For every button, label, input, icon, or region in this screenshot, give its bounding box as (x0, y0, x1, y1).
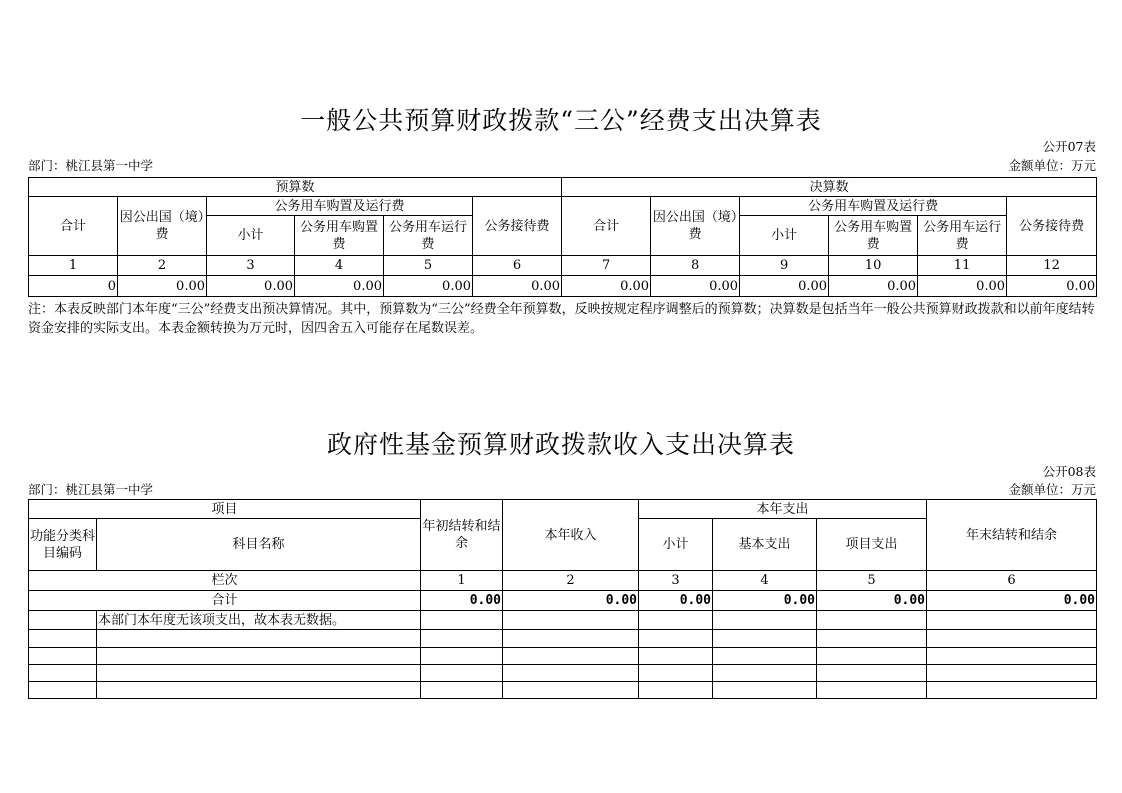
header-total: 合计 (29, 197, 118, 256)
header-vehicle: 公务用车购置及运行费 (207, 197, 473, 216)
total-value: 0.00 (421, 591, 503, 611)
government-fund-table (28, 499, 1097, 699)
value-cell: 0.00 (829, 276, 918, 297)
column-number: 7 (562, 256, 651, 276)
total-value: 0.00 (639, 591, 713, 611)
value-cell: 0.00 (295, 276, 384, 297)
value-cell: 0.00 (473, 276, 562, 297)
header-purchase: 公务用车购置费 (829, 216, 918, 256)
column-number: 3 (207, 256, 295, 276)
header-begin-balance: 年初结转和结余 (421, 500, 503, 571)
empty-data-note: 本部门本年度无该项支出，故本表无数据。 (97, 611, 421, 630)
value-cell: 0.00 (1007, 276, 1097, 297)
table-row (29, 611, 1097, 630)
table-row (29, 682, 1097, 699)
value-cell: 0.00 (118, 276, 207, 297)
value-cell: 0.00 (562, 276, 651, 297)
column-number: 8 (651, 256, 740, 276)
value-cell: 0 (29, 276, 118, 297)
column-number: 5 (817, 571, 927, 591)
table1-title: 一般公共预算财政拨款“三公”经费支出决算表 (300, 106, 822, 135)
column-number: 3 (639, 571, 713, 591)
value-cell: 0.00 (384, 276, 473, 297)
three-public-expense-table (28, 177, 1097, 297)
table2-code: 公开08表 (1042, 464, 1096, 479)
header-operation: 公务用车运行费 (384, 216, 473, 256)
header-end-balance: 年末结转和结余 (927, 500, 1097, 571)
table-row (29, 665, 1097, 682)
header-abroad: 因公出国（境）费 (651, 197, 740, 256)
header-expense: 本年支出 (639, 500, 927, 519)
header-function-code: 功能分类科目编码 (29, 519, 97, 571)
row-index-label: 栏次 (29, 571, 421, 591)
column-number: 4 (713, 571, 817, 591)
table2-unit: 金额单位：万元 (1008, 482, 1096, 497)
header-subtotal: 小计 (740, 216, 829, 256)
header-operation: 公务用车运行费 (918, 216, 1007, 256)
column-number: 9 (740, 256, 829, 276)
value-cell: 0.00 (740, 276, 829, 297)
header-total: 合计 (562, 197, 651, 256)
header-project-expense: 项目支出 (817, 519, 927, 571)
table1-code: 公开07表 (1042, 139, 1096, 154)
value-cell: 0.00 (651, 276, 740, 297)
header-abroad: 因公出国（境）费 (118, 197, 207, 256)
column-number: 5 (384, 256, 473, 276)
header-purchase: 公务用车购置费 (295, 216, 384, 256)
column-number: 6 (927, 571, 1097, 591)
total-value: 0.00 (927, 591, 1097, 611)
column-number: 4 (295, 256, 384, 276)
column-number: 10 (829, 256, 918, 276)
value-cell: 0.00 (918, 276, 1007, 297)
table-row (29, 630, 1097, 648)
header-item: 项目 (29, 500, 421, 519)
header-reception: 公务接待费 (1007, 197, 1097, 256)
header-subtotal: 小计 (639, 519, 713, 571)
total-value: 0.00 (817, 591, 927, 611)
header-subtotal: 小计 (207, 216, 295, 256)
column-number: 2 (503, 571, 639, 591)
group-header-final: 决算数 (562, 178, 1097, 197)
header-basic-expense: 基本支出 (713, 519, 817, 571)
column-number: 1 (29, 256, 118, 276)
header-income: 本年收入 (503, 500, 639, 571)
table1-unit: 金额单位：万元 (1008, 158, 1096, 173)
header-reception: 公务接待费 (473, 197, 562, 256)
column-number: 11 (918, 256, 1007, 276)
total-value: 0.00 (713, 591, 817, 611)
column-number: 2 (118, 256, 207, 276)
column-number: 12 (1007, 256, 1097, 276)
table1-note: 注：本表反映部门本年度“三公”经费支出预决算情况。其中，预算数为“三公”经费全年预算数，反映按规定程序调整后的预算数；决算数是包括当年一般公共预算财政拨款和以前年度结转资金安排的实际支出。本表金额转换为万元时，因四舍五入可能存在尾数误差。 (28, 302, 1095, 336)
column-number: 1 (421, 571, 503, 591)
value-cell: 0.00 (207, 276, 295, 297)
table2-title: 政府性基金预算财政拨款收入支出决算表 (326, 430, 795, 459)
header-vehicle: 公务用车购置及运行费 (740, 197, 1007, 216)
total-value: 0.00 (503, 591, 639, 611)
table1-department: 部门：桃江县第一中学 (28, 158, 154, 173)
column-number: 6 (473, 256, 562, 276)
header-subject-name: 科目名称 (97, 519, 421, 571)
table2-department: 部门：桃江县第一中学 (28, 482, 154, 497)
table-row (29, 648, 1097, 665)
total-row-label: 合计 (29, 591, 421, 611)
group-header-budget: 预算数 (29, 178, 562, 197)
